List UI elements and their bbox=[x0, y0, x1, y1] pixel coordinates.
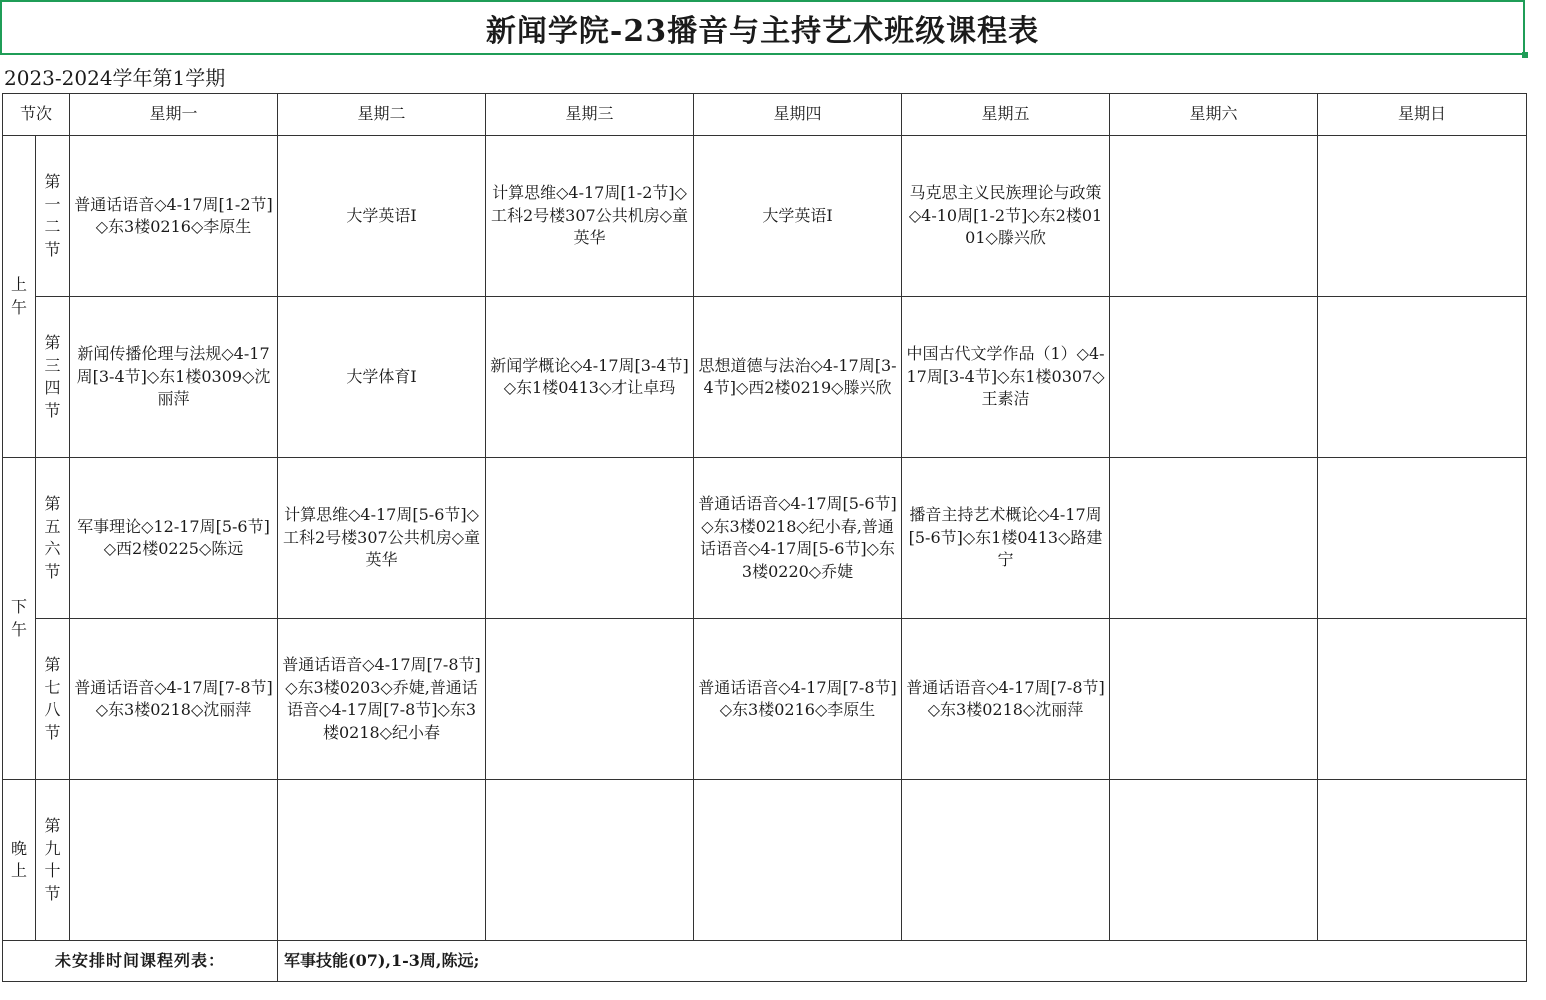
unscheduled-label: 未安排时间课程列表： bbox=[3, 941, 278, 982]
table-row bbox=[3, 780, 1527, 941]
course-cell[interactable]: 新闻学概论◇4-17周[3-4节]◇东1楼0413◇才让卓玛 bbox=[486, 297, 694, 458]
vertical-char: 下 bbox=[10, 597, 27, 616]
vertical-char: 晚 bbox=[10, 838, 27, 858]
period-label bbox=[36, 136, 70, 297]
day-header-thu: 星期四 bbox=[694, 94, 902, 136]
course-cell[interactable] bbox=[1110, 136, 1318, 297]
vertical-char: 八 bbox=[44, 700, 61, 719]
day-header-sun: 星期日 bbox=[1318, 94, 1527, 136]
vertical-char: 第 bbox=[44, 816, 61, 835]
vertical-char: 三 bbox=[44, 355, 61, 375]
day-header-fri: 星期五 bbox=[902, 94, 1110, 136]
course-cell[interactable]: 中国古代文学作品（1）◇4-17周[3-4节]◇东1楼0307◇王素洁 bbox=[902, 297, 1110, 458]
term-label: 2023-2024学年第1学期 bbox=[4, 66, 226, 90]
vertical-char: 九 bbox=[44, 838, 61, 858]
vertical-char: 五 bbox=[44, 516, 61, 536]
course-cell[interactable]: 普通话语音◇4-17周[7-8节]◇东3楼0216◇李原生 bbox=[694, 619, 902, 780]
course-cell[interactable]: 思想道德与法治◇4-17周[3-4节]◇西2楼0219◇滕兴欣 bbox=[694, 297, 902, 458]
course-cell[interactable]: 新闻传播伦理与法规◇4-17周[3-4节]◇东1楼0309◇沈丽萍 bbox=[70, 297, 278, 458]
vertical-char: 第 bbox=[44, 494, 61, 513]
vertical-char: 节 bbox=[44, 883, 61, 903]
day-header-sat: 星期六 bbox=[1110, 94, 1318, 136]
course-cell[interactable] bbox=[1110, 458, 1318, 619]
page-title: 新闻学院-23播音与主持艺术班级课程表 bbox=[0, 0, 1525, 55]
period-label bbox=[36, 780, 70, 941]
course-cell[interactable]: 计算思维◇4-17周[1-2节]◇工科2号楼307公共机房◇童英华 bbox=[486, 136, 694, 297]
vertical-char: 午 bbox=[10, 619, 27, 639]
timetable bbox=[2, 93, 1527, 982]
course-cell[interactable]: 普通话语音◇4-17周[1-2节]◇东3楼0216◇李原生 bbox=[70, 136, 278, 297]
unscheduled-row bbox=[3, 941, 1527, 982]
course-cell[interactable] bbox=[1318, 458, 1527, 619]
table-row bbox=[3, 136, 1527, 297]
half-label-evening bbox=[3, 780, 36, 941]
course-cell[interactable] bbox=[694, 780, 902, 941]
course-cell[interactable] bbox=[1110, 619, 1318, 780]
table-row bbox=[3, 458, 1527, 619]
course-cell[interactable] bbox=[1318, 297, 1527, 458]
course-cell[interactable]: 普通话语音◇4-17周[7-8节]◇东3楼0218◇沈丽萍 bbox=[70, 619, 278, 780]
table-row bbox=[3, 297, 1527, 458]
course-cell[interactable]: 计算思维◇4-17周[5-6节]◇工科2号楼307公共机房◇童英华 bbox=[278, 458, 486, 619]
vertical-char: 节 bbox=[44, 239, 61, 259]
vertical-char: 上 bbox=[10, 275, 27, 294]
course-cell[interactable] bbox=[1110, 780, 1318, 941]
vertical-char: 节 bbox=[44, 400, 61, 420]
course-cell[interactable]: 大学英语Ⅰ bbox=[694, 136, 902, 297]
vertical-char: 七 bbox=[44, 677, 61, 697]
table-row bbox=[3, 619, 1527, 780]
course-cell[interactable]: 大学体育Ⅰ bbox=[278, 297, 486, 458]
vertical-char: 六 bbox=[44, 539, 61, 558]
vertical-char: 午 bbox=[10, 297, 27, 317]
vertical-char: 一 bbox=[44, 194, 61, 214]
course-cell[interactable] bbox=[70, 780, 278, 941]
course-cell[interactable] bbox=[486, 780, 694, 941]
course-cell[interactable] bbox=[1318, 136, 1527, 297]
vertical-char: 第 bbox=[44, 172, 61, 191]
vertical-char: 四 bbox=[44, 378, 61, 397]
course-cell[interactable] bbox=[278, 780, 486, 941]
course-cell[interactable]: 普通话语音◇4-17周[7-8节]◇东3楼0218◇沈丽萍 bbox=[902, 619, 1110, 780]
period-header: 节次 bbox=[3, 94, 70, 136]
half-label-afternoon bbox=[3, 458, 36, 780]
day-header-mon: 星期一 bbox=[70, 94, 278, 136]
vertical-char: 节 bbox=[44, 561, 61, 581]
course-cell[interactable] bbox=[1318, 780, 1527, 941]
vertical-char: 十 bbox=[44, 861, 61, 880]
course-cell[interactable]: 军事理论◇12-17周[5-6节]◇西2楼0225◇陈远 bbox=[70, 458, 278, 619]
day-header-tue: 星期二 bbox=[278, 94, 486, 136]
vertical-char: 二 bbox=[44, 217, 61, 236]
vertical-char: 第 bbox=[44, 333, 61, 352]
course-cell[interactable]: 普通话语音◇4-17周[7-8节]◇东3楼0203◇乔婕,普通话语音◇4-17周[7-8节]◇东3楼0218◇纪小春 bbox=[278, 619, 486, 780]
course-cell[interactable] bbox=[1318, 619, 1527, 780]
course-cell[interactable] bbox=[486, 458, 694, 619]
course-cell[interactable] bbox=[902, 780, 1110, 941]
course-cell[interactable]: 播音主持艺术概论◇4-17周[5-6节]◇东1楼0413◇路建宁 bbox=[902, 458, 1110, 619]
vertical-char: 节 bbox=[44, 722, 61, 742]
vertical-char: 上 bbox=[10, 861, 27, 880]
course-cell[interactable]: 马克思主义民族理论与政策◇4-10周[1-2节]◇东2楼0101◇滕兴欣 bbox=[902, 136, 1110, 297]
unscheduled-value[interactable]: 军事技能(07),1-3周,陈远; bbox=[278, 941, 1527, 982]
period-label bbox=[36, 297, 70, 458]
cell-selection-handle[interactable] bbox=[1522, 52, 1528, 58]
course-cell[interactable] bbox=[1110, 297, 1318, 458]
period-label bbox=[36, 458, 70, 619]
half-label-morning bbox=[3, 136, 36, 458]
header-row bbox=[3, 94, 1527, 136]
period-label bbox=[36, 619, 70, 780]
day-header-wed: 星期三 bbox=[486, 94, 694, 136]
vertical-char: 第 bbox=[44, 655, 61, 674]
course-cell[interactable]: 大学英语Ⅰ bbox=[278, 136, 486, 297]
course-cell[interactable]: 普通话语音◇4-17周[5-6节]◇东3楼0218◇纪小春,普通话语音◇4-17周[5-6节]◇东3楼0220◇乔婕 bbox=[694, 458, 902, 619]
course-cell[interactable] bbox=[486, 619, 694, 780]
